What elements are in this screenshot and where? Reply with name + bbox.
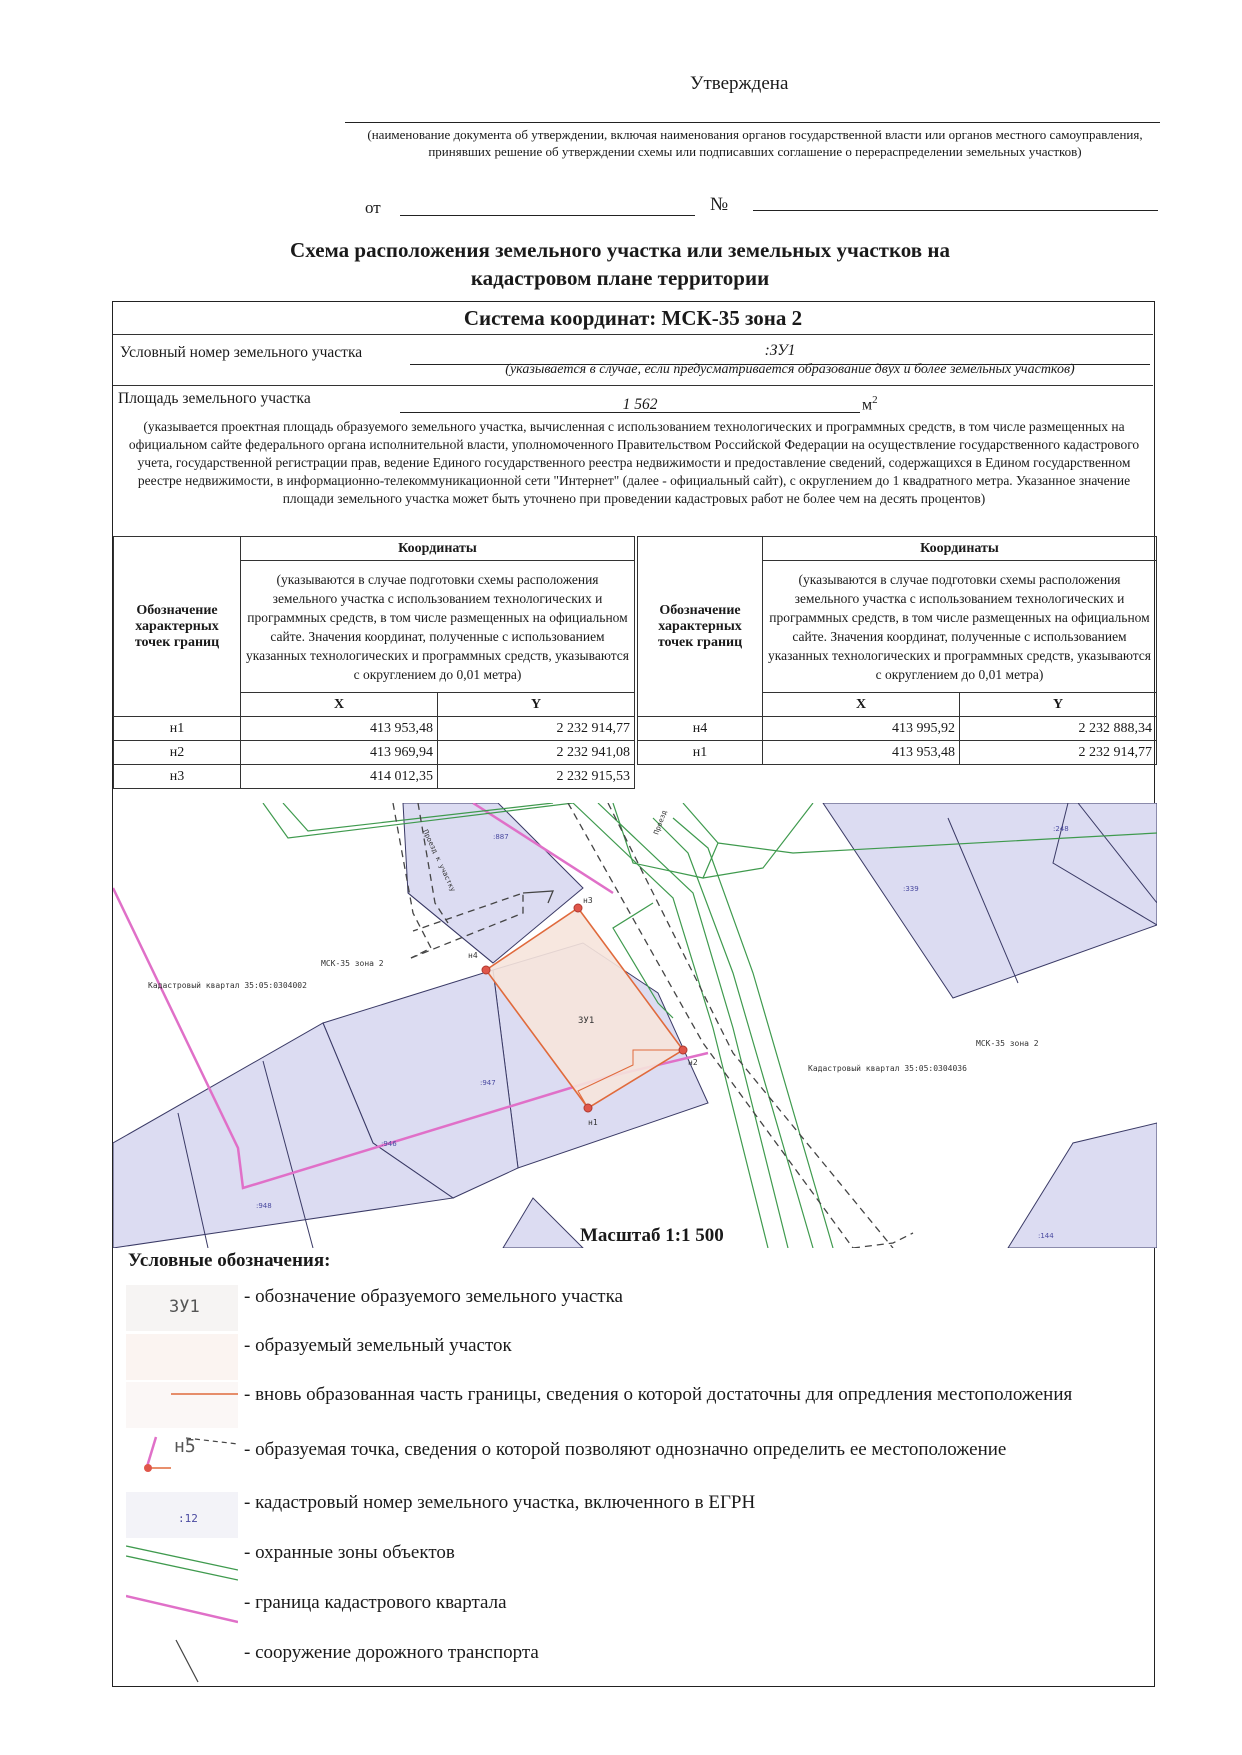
approved-label: Утверждена bbox=[690, 73, 789, 94]
legend-swatch-road bbox=[126, 1638, 238, 1684]
table-row bbox=[638, 741, 1157, 765]
number-label: № bbox=[710, 194, 729, 215]
parcel-label-946: :946 bbox=[381, 1140, 397, 1148]
area-value: 1 562 bbox=[622, 396, 658, 413]
y-header: Y bbox=[960, 693, 1157, 717]
coords-note: (указываются в случае подготовки схемы расположения земельного участка с использованием технологических и программных средств, в том числе размещенных на официальном сайте. Значения координат, полученные с использованием указанных технологических и программных средств, указываются с округлением до 0,01 метра) bbox=[763, 561, 1157, 693]
coordinates-table-right bbox=[637, 536, 1157, 765]
coords-header: Координаты bbox=[763, 537, 1157, 561]
parcel-label-144: :144 bbox=[1038, 1232, 1054, 1240]
x-value: 413 969,94 bbox=[241, 741, 438, 765]
coordinates-table-left bbox=[113, 536, 635, 789]
parcel-label-339: :339 bbox=[903, 885, 919, 893]
divider bbox=[113, 334, 1153, 335]
point-name: н4 bbox=[638, 717, 763, 741]
number-line bbox=[753, 210, 1158, 211]
approval-document-line bbox=[345, 122, 1160, 123]
y-value: 2 232 941,08 bbox=[438, 741, 635, 765]
date-line bbox=[400, 215, 695, 216]
map-scale: Масштаб 1:1 500 bbox=[580, 1225, 724, 1246]
legend-swatch-quarter-border bbox=[126, 1590, 238, 1636]
legend-item-protect-zone: - охранные зоны объектов bbox=[244, 1542, 455, 1563]
y-header: Y bbox=[438, 693, 635, 717]
label-n1: н1 bbox=[588, 1118, 598, 1127]
approval-note: (наименование документа об утверждении, включая наименования органов государственной власти или органов местного самоуправления, принявших решение об утверждении схемы или подписавших соглашение о перераспределении земельных участков) bbox=[367, 127, 1143, 159]
x-value: 413 953,48 bbox=[241, 717, 438, 741]
table-row bbox=[114, 741, 635, 765]
y-value: 2 232 914,77 bbox=[438, 717, 635, 741]
x-header: X bbox=[763, 693, 960, 717]
x-value: 413 953,48 bbox=[763, 741, 960, 765]
table-row bbox=[114, 717, 635, 741]
legend-item-zu-label: - обозначение образуемого земельного участка bbox=[244, 1286, 623, 1307]
parcel-label-948: :948 bbox=[256, 1202, 272, 1210]
x-header: X bbox=[241, 693, 438, 717]
y-value: 2 232 888,34 bbox=[960, 717, 1157, 741]
quarter-label-right: Кадастровый квартал 35:05:0304036 bbox=[808, 1064, 967, 1073]
area-unit: $м^2$ bbox=[862, 394, 878, 414]
x-value: 413 995,92 bbox=[763, 717, 960, 741]
from-label: от bbox=[365, 198, 381, 217]
x-value: 414 012,35 bbox=[241, 765, 438, 789]
plot-number-value: :ЗУ1 bbox=[764, 342, 796, 359]
quarter-label-left: Кадастровый квартал 35:05:0304002 bbox=[148, 981, 307, 990]
plot-number-label: Условный номер земельного участка bbox=[120, 344, 363, 361]
zone-label-left: МСК-35 зона 2 bbox=[321, 959, 384, 968]
legend-swatch-new-point: н5 bbox=[126, 1432, 238, 1478]
legend-item-new-parcel: - образуемый земельный участок bbox=[244, 1335, 512, 1356]
legend-title: Условные обозначения: bbox=[128, 1250, 331, 1271]
legend-item-road: - сооружение дорожного транспорта bbox=[244, 1642, 539, 1663]
coords-note: (указываются в случае подготовки схемы расположения земельного участка с использованием технологических и программных средств, в том числе размещенных на официальном сайте. Значения координат, полученные с использованием указанных технологических и программных средств, указываются с округлением до 0,01 метра) bbox=[241, 561, 635, 693]
point-name: н1 bbox=[638, 741, 763, 765]
legend-item-new-point: - образуемая точка, сведения о которой позволяют однозначно определить ее местоположение bbox=[244, 1439, 1007, 1460]
point-n2 bbox=[679, 1046, 687, 1054]
label-n3: н3 bbox=[583, 896, 593, 905]
area-line bbox=[400, 412, 860, 413]
area-note: (указывается проектная площадь образуемого земельного участка, вычисленная с использованием технологических и программных средств, в том числе размещенных на официальном сайте федерального органа исполнительной власти, уполномоченного Правительством Российской Федерации на осуществление государственного кадастрового учета, государственной регистрации прав, ведение Единого государственного реестра недвижимости и предоставление сведений, содержащихся в Едином государственном реестре недвижимости, в информационно-телекоммуникационной сети "Интернет" (далее - официальный сайт), с округлением до 1 квадратного метра. Указанное значение площади земельного участка может быть уточнено при проведении кадастровых работ не более чем на десять процентов) bbox=[128, 419, 1140, 506]
point-n4 bbox=[482, 966, 490, 974]
label-n4: н4 bbox=[468, 951, 478, 960]
table-row bbox=[638, 717, 1157, 741]
legend-item-new-border: - вновь образованная часть границы, сведения о которой достаточны для опредления местоположения bbox=[244, 1384, 1073, 1405]
legend-item-quarter-border: - граница кадастрового квартала bbox=[244, 1592, 507, 1613]
road-label: Проезд к участку bbox=[421, 828, 457, 893]
parcel-label-248: :248 bbox=[1053, 825, 1069, 833]
points-header: Обозначение характерных точек границ bbox=[114, 537, 241, 717]
legend-swatch-new-parcel bbox=[126, 1334, 238, 1380]
point-n1 bbox=[584, 1104, 592, 1112]
point-n3 bbox=[574, 904, 582, 912]
y-value: 2 232 914,77 bbox=[960, 741, 1157, 765]
points-header: Обозначение характерных точек границ bbox=[638, 537, 763, 717]
cadastral-map bbox=[113, 803, 1157, 1248]
y-value: 2 232 915,53 bbox=[438, 765, 635, 789]
point-name: н2 bbox=[114, 741, 241, 765]
label-n2: н2 bbox=[688, 1058, 698, 1067]
legend-swatch-protect-zone bbox=[126, 1540, 238, 1586]
road-label-2: Проезд bbox=[652, 809, 669, 836]
plot-number-note: (указывается в случае, если предусматривается образование двух и более земельных участков) bbox=[505, 362, 1075, 377]
legend-swatch-new-border bbox=[126, 1382, 238, 1428]
area-label: Площадь земельного участка bbox=[118, 390, 311, 407]
divider bbox=[113, 385, 1153, 386]
legend-swatch-zu1-label: ЗУ1 bbox=[126, 1285, 238, 1331]
coords-header: Координаты bbox=[241, 537, 635, 561]
zone-label-right: МСК-35 зона 2 bbox=[976, 1039, 1039, 1048]
parcel-label-887: :887 bbox=[493, 833, 509, 841]
legend-item-cadastral-number: - кадастровый номер земельного участка, включенного в ЕГРН bbox=[244, 1492, 756, 1513]
legend-swatch-cadastral-number: :12 bbox=[126, 1492, 238, 1538]
point-name: н1 bbox=[114, 717, 241, 741]
table-row bbox=[114, 765, 635, 789]
parcel-label-947: :947 bbox=[480, 1079, 496, 1087]
document-title: Схема расположения земельного участка или земельных участков на кадастровом плане территории bbox=[290, 238, 950, 290]
coordinate-system: Система координат: МСК-35 зона 2 bbox=[463, 306, 803, 330]
point-name: н3 bbox=[114, 765, 241, 789]
label-zu1: ЗУ1 bbox=[578, 1016, 595, 1026]
